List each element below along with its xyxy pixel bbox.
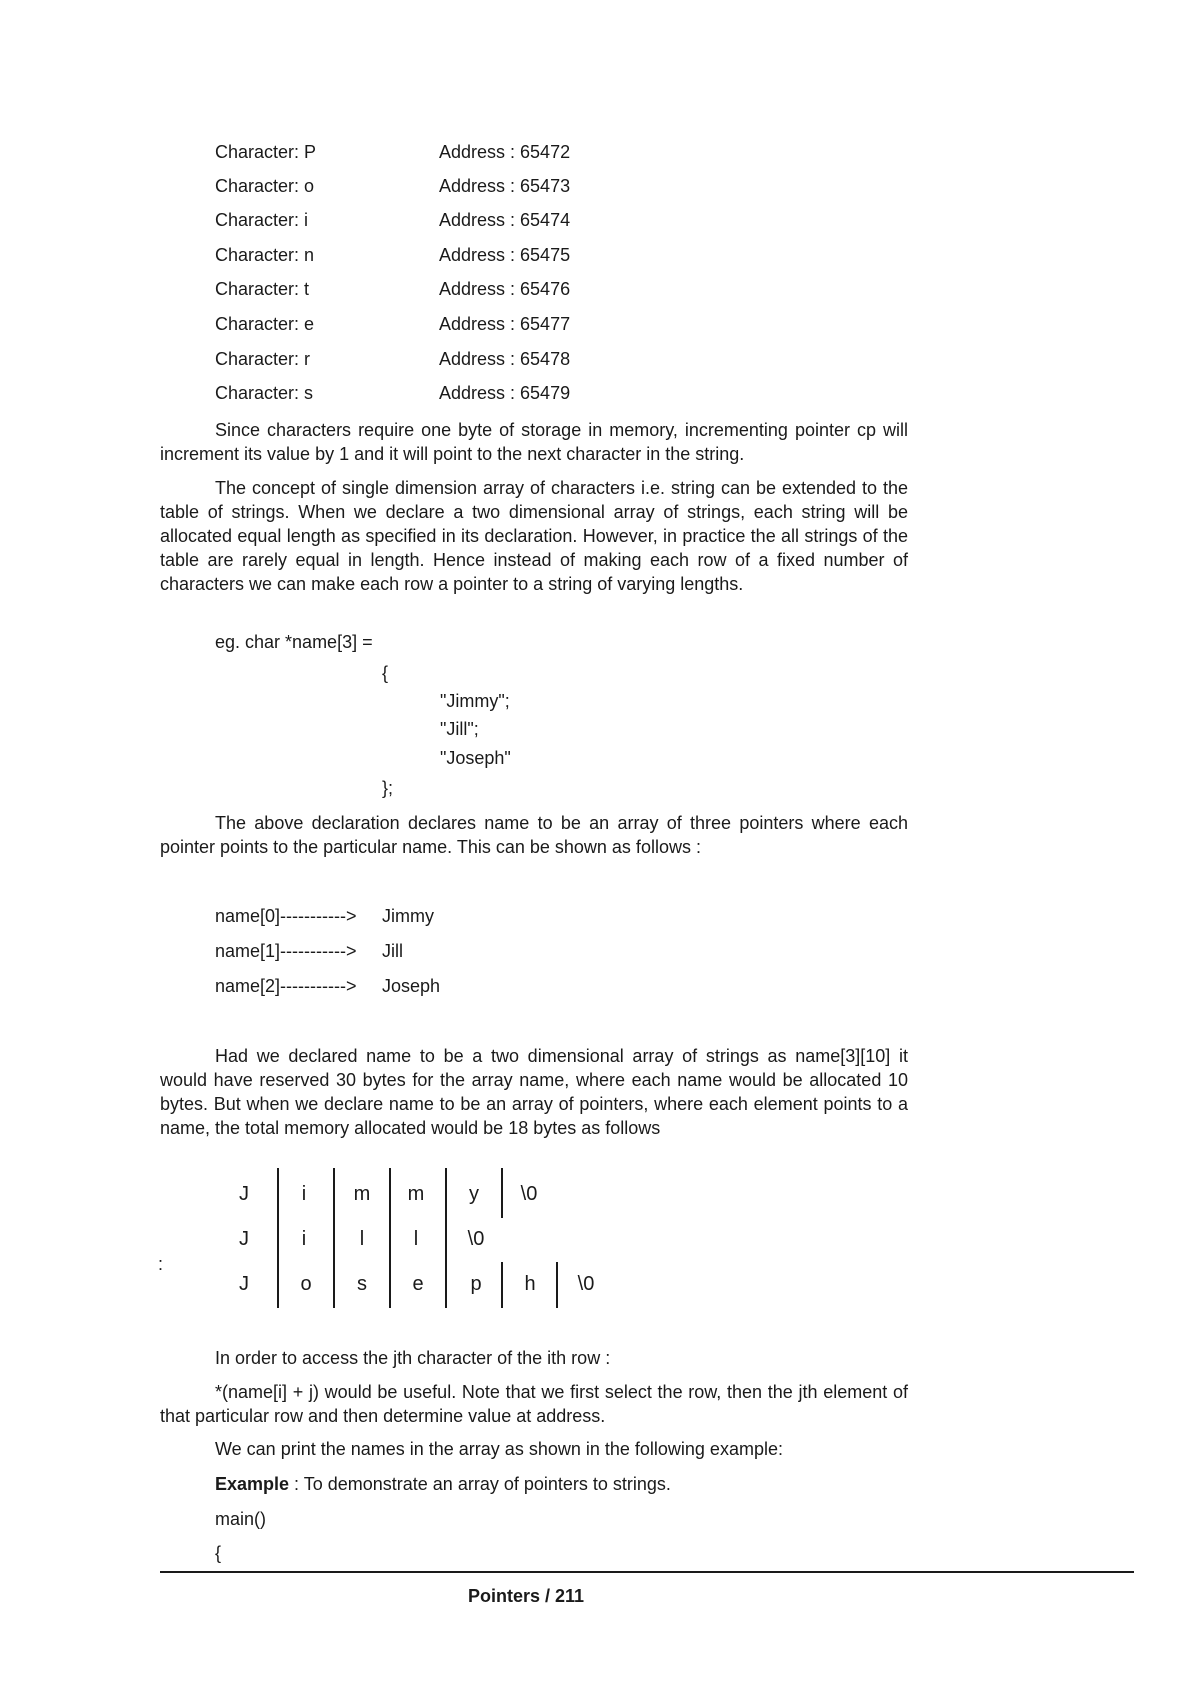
grid-cell: h (524, 1273, 536, 1295)
character-label: Character: o (215, 176, 315, 196)
character-label: Character: s (215, 383, 314, 403)
grid-cell: m (353, 1183, 371, 1205)
grid-cell: i (301, 1228, 307, 1250)
grid-separator (389, 1168, 391, 1308)
grid-cell: o (300, 1273, 312, 1295)
address-value: Address : 65477 (439, 314, 571, 334)
grid-cell: J (239, 1228, 249, 1250)
footer-rule (160, 1571, 1134, 1573)
character-label: Character: n (215, 245, 315, 265)
address-value: Address : 65472 (439, 142, 571, 162)
paragraph-expression: *(name[i] + j) would be useful. Note that we first select the row, then the jth element of that particular row and then determine value at address. (160, 1382, 908, 1426)
grid-cell: l (413, 1228, 419, 1250)
code-line: }; (382, 778, 394, 798)
grid-cell: J (239, 1183, 249, 1205)
character-label: Character: t (215, 279, 310, 299)
grid-cell: i (301, 1183, 307, 1205)
paragraph-increment: Since characters require one byte of storage in memory, incrementing pointer cp will increment its value by 1 and it will point to the next character in the string. (160, 420, 908, 464)
character-label: Character: P (215, 142, 317, 162)
pointer-target: Jimmy (382, 906, 434, 926)
code-line: "Jimmy"; (440, 691, 510, 711)
grid-cell: y (469, 1183, 479, 1205)
code-line: main() (215, 1509, 267, 1529)
grid-cell: \0 (520, 1183, 538, 1205)
pointer-label: name[2]-----------> (215, 976, 357, 996)
grid-cell: m (407, 1183, 425, 1205)
grid-cell: \0 (467, 1228, 485, 1250)
character-label: Character: e (215, 314, 315, 334)
grid-cell: e (412, 1273, 424, 1295)
example-caption (215, 1472, 671, 1496)
grid-separator (277, 1168, 279, 1308)
grid-cell: l (359, 1228, 365, 1250)
grid-separator (501, 1262, 503, 1308)
pointer-label: name[0]-----------> (215, 906, 357, 926)
address-value: Address : 65476 (439, 279, 571, 299)
code-line: { (215, 1543, 222, 1563)
pointer-target: Joseph (382, 976, 441, 996)
paragraph-access: In order to access the jth character of the ith row : (215, 1348, 611, 1368)
code-line: "Jill"; (440, 719, 479, 739)
page-footer: Pointers / 211 (468, 1586, 585, 1606)
character-label: Character: r (215, 349, 311, 369)
address-value: Address : 65475 (439, 245, 571, 265)
grid-cell: J (239, 1273, 249, 1295)
address-value: Address : 65473 (439, 176, 571, 196)
pointer-target: Jill (382, 941, 403, 961)
side-mark: : (158, 1254, 164, 1274)
grid-separator (556, 1262, 558, 1308)
example-label: Example (215, 1474, 290, 1494)
paragraph-memory-comparison: Had we declared name to be a two dimensional array of strings as name[3][10] it would have reserved 30 bytes for the array name, where each name would be allocated 10 bytes. But when we declare name to be an array of pointers, where each element points to a name, the total memory allocated would be 18 bytes as follows (160, 1046, 908, 1138)
pointer-label: name[1]-----------> (215, 941, 357, 961)
example-text: : To demonstrate an array of pointers to strings. (289, 1474, 671, 1494)
grid-cell: s (357, 1273, 367, 1295)
character-label: Character: i (215, 210, 309, 230)
code-line: eg. char *name[3] = (215, 632, 373, 652)
grid-separator (333, 1168, 335, 1308)
address-value: Address : 65479 (439, 383, 571, 403)
paragraph-table-of-strings: The concept of single dimension array of characters i.e. string can be extended to the table of strings. When we declare a two dimensional array of strings, each string will be allocated equal length as specified in its declaration. However, in practice the all strings of the table are rarely equal in length. Hence instead of making each row of a fixed number of characters we can make each row a pointer to a string of varying lengths. (160, 478, 908, 594)
paragraph-declaration-explained: The above declaration declares name to be an array of three pointers where each pointer points to the particular name. This can be shown as follows : (160, 813, 908, 857)
grid-cell: \0 (577, 1273, 595, 1295)
grid-separator (501, 1168, 503, 1218)
address-value: Address : 65478 (439, 349, 571, 369)
code-line: "Joseph" (440, 748, 511, 768)
paragraph-print-names: We can print the names in the array as shown in the following example: (215, 1439, 783, 1459)
address-value: Address : 65474 (439, 210, 571, 230)
grid-separator (445, 1168, 447, 1308)
code-line: { (382, 663, 389, 683)
grid-cell: p (470, 1273, 482, 1295)
